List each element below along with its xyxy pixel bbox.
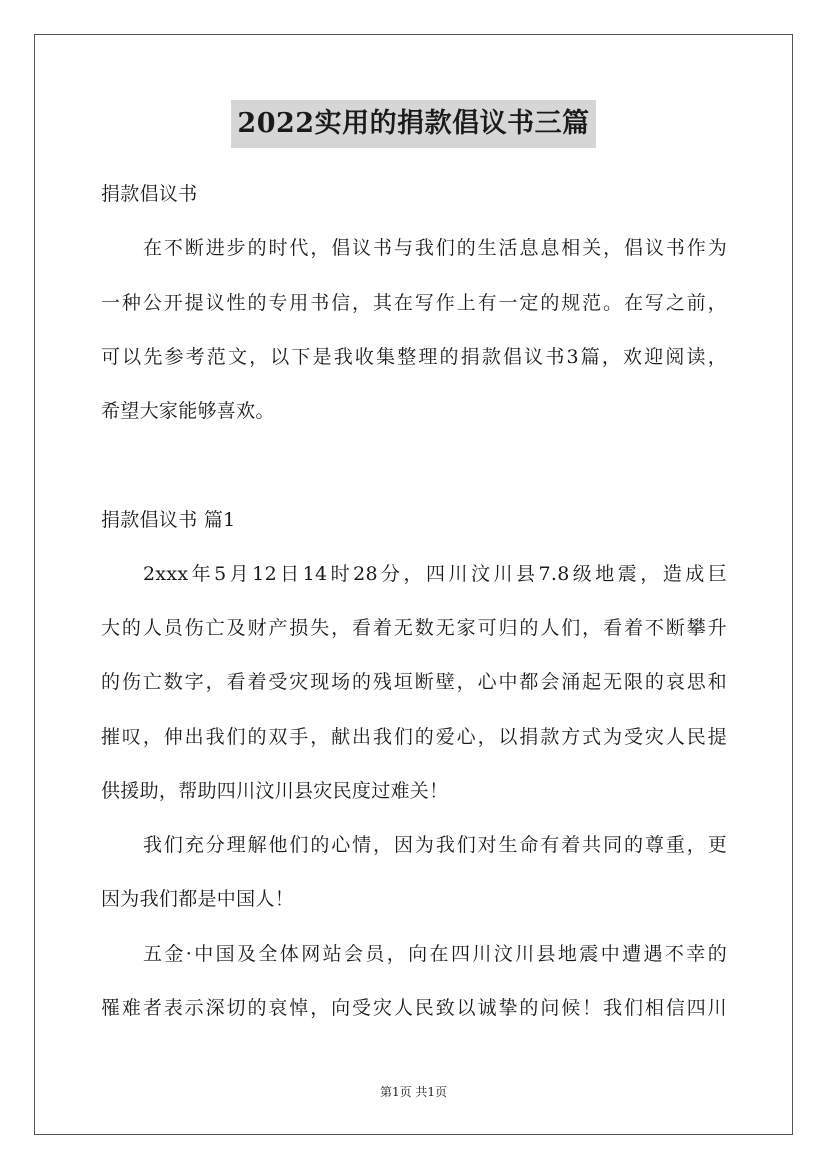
section-heading: 捐款倡议书 bbox=[101, 183, 198, 205]
paragraph-line: 我们充分理解他们的心情，因为我们对生命有着共同的尊重，更 bbox=[143, 834, 727, 856]
paragraph-line: 希望大家能够喜欢。 bbox=[101, 400, 275, 422]
title-text: 2022实用的捐款倡议书三篇 bbox=[231, 100, 595, 148]
page-footer: 第1页 共1页 bbox=[379, 1085, 448, 1099]
paragraph-line: 大的人员伤亡及财产损失，看着无数无家可归的人们，看着不断攀升 bbox=[101, 617, 727, 639]
paragraph-line: 2xxx年5月12日14时28分，四川汶川县7.8级地震，造成巨 bbox=[143, 563, 727, 585]
paragraph-line: 在不断进步的时代，倡议书与我们的生活息息相关，倡议书作为 bbox=[143, 237, 727, 259]
paragraph-line: 一种公开提议性的专用书信，其在写作上有一定的规范。在写之前， bbox=[101, 292, 727, 314]
paragraph-line: 五金·中国及全体网站会员，向在四川汶川县地震中遭遇不幸的 bbox=[143, 943, 727, 965]
paragraph-line: 的伤亡数字，看着受灾现场的残垣断壁，心中都会涌起无限的哀思和 bbox=[101, 671, 727, 693]
paragraph-line: 摧叹，伸出我们的双手，献出我们的爱心，以捐款方式为受灾人民提 bbox=[101, 726, 727, 748]
paragraph-line: 可以先参考范文，以下是我收集整理的捐款倡议书3篇，欢迎阅读， bbox=[101, 346, 727, 368]
paragraph-line: 因为我们都是中国人！ bbox=[101, 888, 295, 910]
paragraph-line: 罹难者表示深切的哀悼，向受灾人民致以诚挚的问候！我们相信四川 bbox=[101, 997, 727, 1019]
document-title bbox=[0, 100, 827, 148]
paragraph-line: 供援助，帮助四川汶川县灾民度过难关！ bbox=[101, 780, 449, 802]
section-heading: 捐款倡议书 篇1 bbox=[101, 509, 236, 531]
